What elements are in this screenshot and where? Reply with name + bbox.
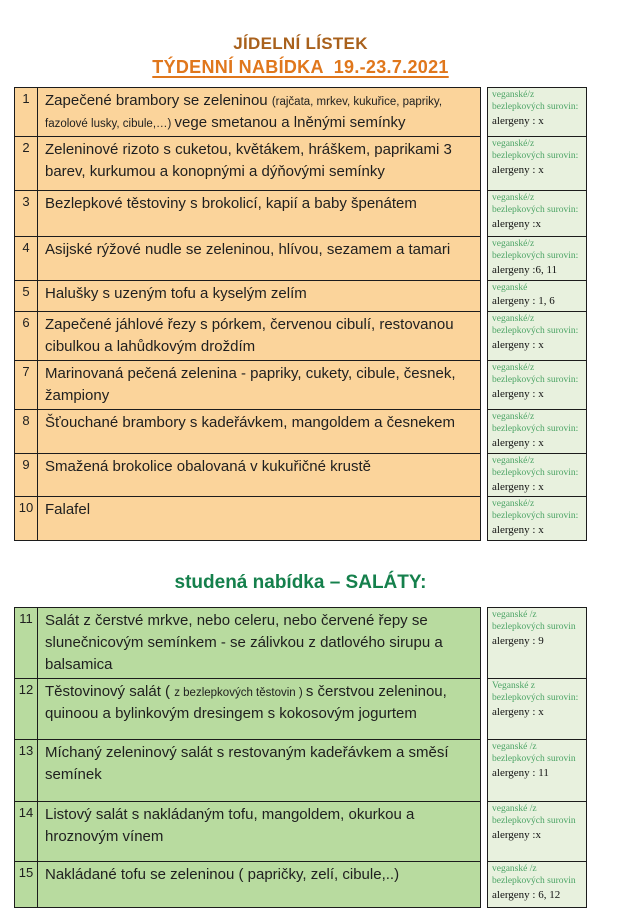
diet-label: veganské /z bezlepkových surovin	[492, 804, 576, 826]
menu-row-main-cell	[14, 281, 481, 313]
diet-label: veganské/z bezlepkových surovin:	[492, 193, 579, 215]
menu-row-main-cell	[14, 87, 481, 137]
diet-label: veganské/z bezlepkových surovin:	[492, 139, 579, 161]
menu-row	[14, 679, 587, 740]
diet-label: veganské /z bezlepkových surovin	[492, 742, 576, 764]
description-text: Bezlepkové těstoviny s brokolicí, kapií a baby špenátem	[45, 195, 417, 213]
menu-item-description	[38, 608, 480, 678]
description-text: Falafel	[45, 501, 91, 519]
menu-row	[14, 802, 587, 862]
description-text: Šťouchané brambory s kadeřávkem, mangoldem a česnekem	[45, 414, 455, 432]
menu-item-number: 12	[15, 679, 38, 739]
salads-section-title: studená nabídka – SALÁTY:	[174, 571, 427, 593]
menu-item-number: 2	[15, 137, 38, 190]
allergen-label: alergeny :x	[492, 217, 541, 230]
menu-row	[14, 191, 587, 237]
description-text: Zapečené jáhlové řezy s pórkem, červenou cibulí, restovanou cibulkou a lahůdkovým droždím	[45, 316, 454, 356]
menu-row	[14, 607, 587, 679]
diet-allergen-cell	[487, 191, 587, 237]
diet-allergen-cell	[487, 281, 587, 313]
description-text: Nakládané tofu se zeleninou ( papričky, zelí, cibule,..)	[45, 866, 400, 884]
allergen-label: alergeny : x	[492, 480, 544, 493]
menu-item-description	[38, 191, 480, 236]
description-text: Listový salát s nakládaným tofu, mangoldem, okurkou a hroznovým vínem	[45, 806, 415, 846]
menu-row-main-cell	[14, 410, 481, 454]
menu-item-number: 15	[15, 862, 38, 907]
diet-allergen-cell	[487, 410, 587, 454]
menu-row-main-cell	[14, 361, 481, 410]
menu-row	[14, 312, 587, 361]
menu-row	[14, 740, 587, 802]
description-text: Asijské rýžové nudle se zeleninou, hlívou, sezamem a tamari	[45, 241, 451, 259]
menu-item-description	[38, 137, 480, 190]
menu-item-number: 11	[15, 608, 38, 678]
menu-row-main-cell	[14, 137, 481, 191]
menu-item-number: 6	[15, 312, 38, 360]
menu-row-main-cell	[14, 679, 481, 740]
menu-item-description	[38, 740, 480, 801]
diet-allergen-cell	[487, 607, 587, 679]
menu-row	[14, 237, 587, 281]
diet-label: veganské/z bezlepkových surovin:	[492, 455, 579, 478]
diet-label: veganské	[492, 282, 528, 293]
menu-item-number: 8	[15, 410, 38, 453]
description-text: Marinovaná pečená zelenina - papriky, cukety, cibule, česnek, žampiony	[45, 365, 456, 405]
diet-allergen-cell	[487, 361, 587, 410]
diet-allergen-cell	[487, 454, 587, 498]
menu-item-description	[38, 497, 480, 540]
menu-item-number: 10	[15, 497, 38, 540]
description-text: Těstovinový salát (	[45, 683, 175, 701]
menu-row-main-cell	[14, 454, 481, 498]
diet-label: veganské/z bezlepkových surovin:	[492, 314, 579, 337]
diet-allergen-cell	[487, 497, 587, 541]
menu-item-number: 3	[15, 191, 38, 236]
description-text: Míchaný zeleninový salát s restovaným kadeřávkem a směsí semínek	[45, 744, 449, 784]
description-small-text: z bezlepkových těstovin )	[174, 687, 306, 700]
description-text: Smažená brokolice obalovaná v kukuřičné krustě	[45, 457, 372, 475]
allergen-label: alergeny : 11	[492, 766, 549, 779]
diet-label: veganské/z bezlepkových surovin:	[492, 239, 579, 261]
diet-allergen-cell	[487, 87, 587, 137]
allergen-label: alergeny : x	[492, 163, 544, 176]
diet-label: veganské/z bezlepkových surovin:	[492, 412, 579, 435]
diet-allergen-cell	[487, 137, 587, 191]
menu-row-main-cell	[14, 191, 481, 237]
menu-row-main-cell	[14, 237, 481, 281]
diet-label: veganské/z bezlepkových surovin:	[492, 499, 579, 522]
diet-allergen-cell	[487, 679, 587, 740]
hot-menu-table	[14, 87, 587, 541]
diet-label: veganské/z bezlepkových surovin:	[492, 363, 579, 386]
diet-allergen-cell	[487, 802, 587, 862]
menu-row	[14, 281, 587, 313]
description-small-text: (rajčata, mrkev, kukuřice, papriky, fazolové lusky, cibule,…)	[45, 96, 443, 131]
allergen-label: alergeny : x	[492, 705, 544, 718]
page-subtitle: TÝDENNÍ NABÍDKA 19.-23.7.2021	[152, 57, 449, 77]
menu-item-description	[38, 862, 480, 907]
menu-item-number: 5	[15, 281, 38, 312]
diet-label: veganské /z bezlepkových surovin	[492, 864, 576, 886]
menu-row	[14, 137, 587, 191]
menu-row	[14, 87, 587, 137]
menu-page	[0, 34, 625, 918]
menu-item-number: 1	[15, 88, 38, 136]
menu-item-description	[38, 312, 480, 360]
allergen-label: alergeny :x	[492, 828, 541, 841]
menu-item-description	[38, 679, 480, 739]
menu-item-description	[38, 410, 480, 453]
menu-row	[14, 862, 587, 908]
menu-row	[14, 454, 587, 498]
allergen-label: alergeny : 1, 6	[492, 295, 555, 308]
menu-item-number: 14	[15, 802, 38, 861]
diet-allergen-cell	[487, 312, 587, 361]
allergen-label: alergeny : x	[492, 388, 544, 401]
allergen-label: alergeny : 9	[492, 634, 544, 647]
description-text: vege smetanou a lněnými semínky	[174, 114, 406, 132]
diet-label: veganské/z bezlepkových surovin:	[492, 90, 579, 112]
menu-item-number: 13	[15, 740, 38, 801]
allergen-label: alergeny :6, 11	[492, 263, 558, 276]
menu-row-main-cell	[14, 497, 481, 541]
diet-label: Veganské z bezlepkových surovin:	[492, 681, 579, 703]
menu-row-main-cell	[14, 862, 481, 908]
menu-row	[14, 497, 587, 541]
menu-item-description	[38, 281, 480, 312]
menu-item-description	[38, 361, 480, 409]
description-text: Halušky s uzeným tofu a kyselým zelím	[45, 284, 307, 302]
menu-row-main-cell	[14, 312, 481, 361]
description-text: s čerstvou zeleninou, quinoou a bylinkovým dresingem s kokosovým jogurtem	[45, 683, 447, 723]
menu-item-description	[38, 802, 480, 861]
description-text: Zapečené brambory se zeleninou	[45, 92, 272, 109]
diet-allergen-cell	[487, 862, 587, 908]
description-text: Zeleninové rizoto s cuketou, květákem, hráškem, paprikami 3 barev, kurkumou a konopnými a dýňovými semínky	[45, 141, 452, 181]
allergen-label: alergeny : x	[492, 114, 544, 127]
menu-item-number: 7	[15, 361, 38, 409]
allergen-label: alergeny : x	[492, 338, 544, 351]
salads-menu-table	[14, 607, 587, 908]
menu-item-description	[38, 454, 480, 497]
allergen-label: alergeny : x	[492, 437, 544, 450]
menu-item-number: 4	[15, 237, 38, 280]
menu-item-description	[38, 237, 480, 280]
description-text: Salát z čerstvé mrkve, nebo celeru, nebo červené řepy se slunečnicovým semínkem - se zálivkou z datlového sirupu a balsamica	[45, 611, 443, 673]
diet-label: veganské /z bezlepkových surovin	[492, 609, 576, 632]
menu-row	[14, 410, 587, 454]
diet-allergen-cell	[487, 740, 587, 802]
menu-row-main-cell	[14, 802, 481, 862]
diet-allergen-cell	[487, 237, 587, 281]
menu-row	[14, 361, 587, 410]
menu-row-main-cell	[14, 740, 481, 802]
menu-row-main-cell	[14, 607, 481, 679]
allergen-label: alergeny : 6, 12	[492, 888, 561, 901]
allergen-label: alergeny : x	[492, 524, 544, 537]
menu-item-description	[38, 88, 480, 136]
page-title: JÍDELNÍ LÍSTEK	[233, 34, 368, 53]
menu-item-number: 9	[15, 454, 38, 497]
